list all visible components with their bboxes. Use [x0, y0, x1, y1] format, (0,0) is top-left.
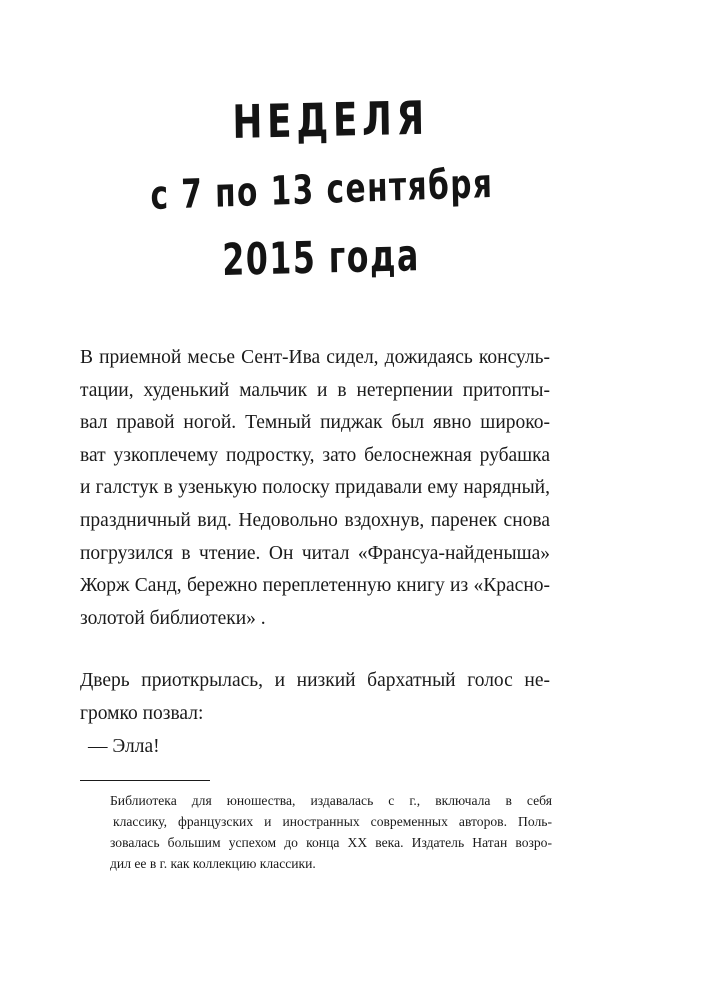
dialogue-line: — Элла! [88, 735, 160, 757]
footnote-line: классику, французских и иностранных современных авторов. Поль- [113, 814, 552, 829]
text-line: Жорж Санд, бережно переплетенную книгу из «Красно- [80, 575, 550, 597]
text-line: праздничный вид. Недовольно вздохнув, паренек снова [80, 509, 550, 531]
text-line: громко позвал: [80, 702, 204, 724]
chapter-heading [150, 90, 570, 305]
text-line: В приемной месье Сент-Ива сидел, дожидаясь консуль- [80, 347, 550, 368]
footnote-divider [80, 780, 210, 781]
text-line: золотой библиотеки» . [80, 607, 266, 629]
heading-week: НЕДЕЛЯ [232, 90, 430, 149]
text-line: ват узкоплечему подростку, зато белоснежная рубашка [80, 444, 550, 466]
footnote-line: дил ее в г. как коллекцию классики. [110, 856, 316, 871]
footnote-line: зовалась большим успехом до конца XX века. Издатель Натан возро- [110, 835, 552, 850]
text-line: тации, худенький мальчик и в нетерпении притопты- [80, 379, 550, 401]
text-line: и галстук в узенькую полоску придавали ему нарядный, [80, 477, 550, 499]
heading-dates: с 7 по 13 сентября [150, 160, 494, 219]
text-line: вал правой ногой. Темный пиджак был явно широко- [80, 412, 550, 434]
footnote [110, 790, 552, 874]
heading-year: 2015 года [222, 230, 421, 286]
body-text [80, 342, 550, 763]
text-line: погрузился в чтение. Он читал «Франсуа-найденыша» [80, 542, 550, 564]
text-line: Дверь приоткрылась, и низкий бархатный голос не- [80, 670, 550, 692]
footnote-line: Библиотека для юношества, издавалась с г., включала в себя [110, 793, 552, 808]
paragraph-gap [80, 635, 550, 665]
